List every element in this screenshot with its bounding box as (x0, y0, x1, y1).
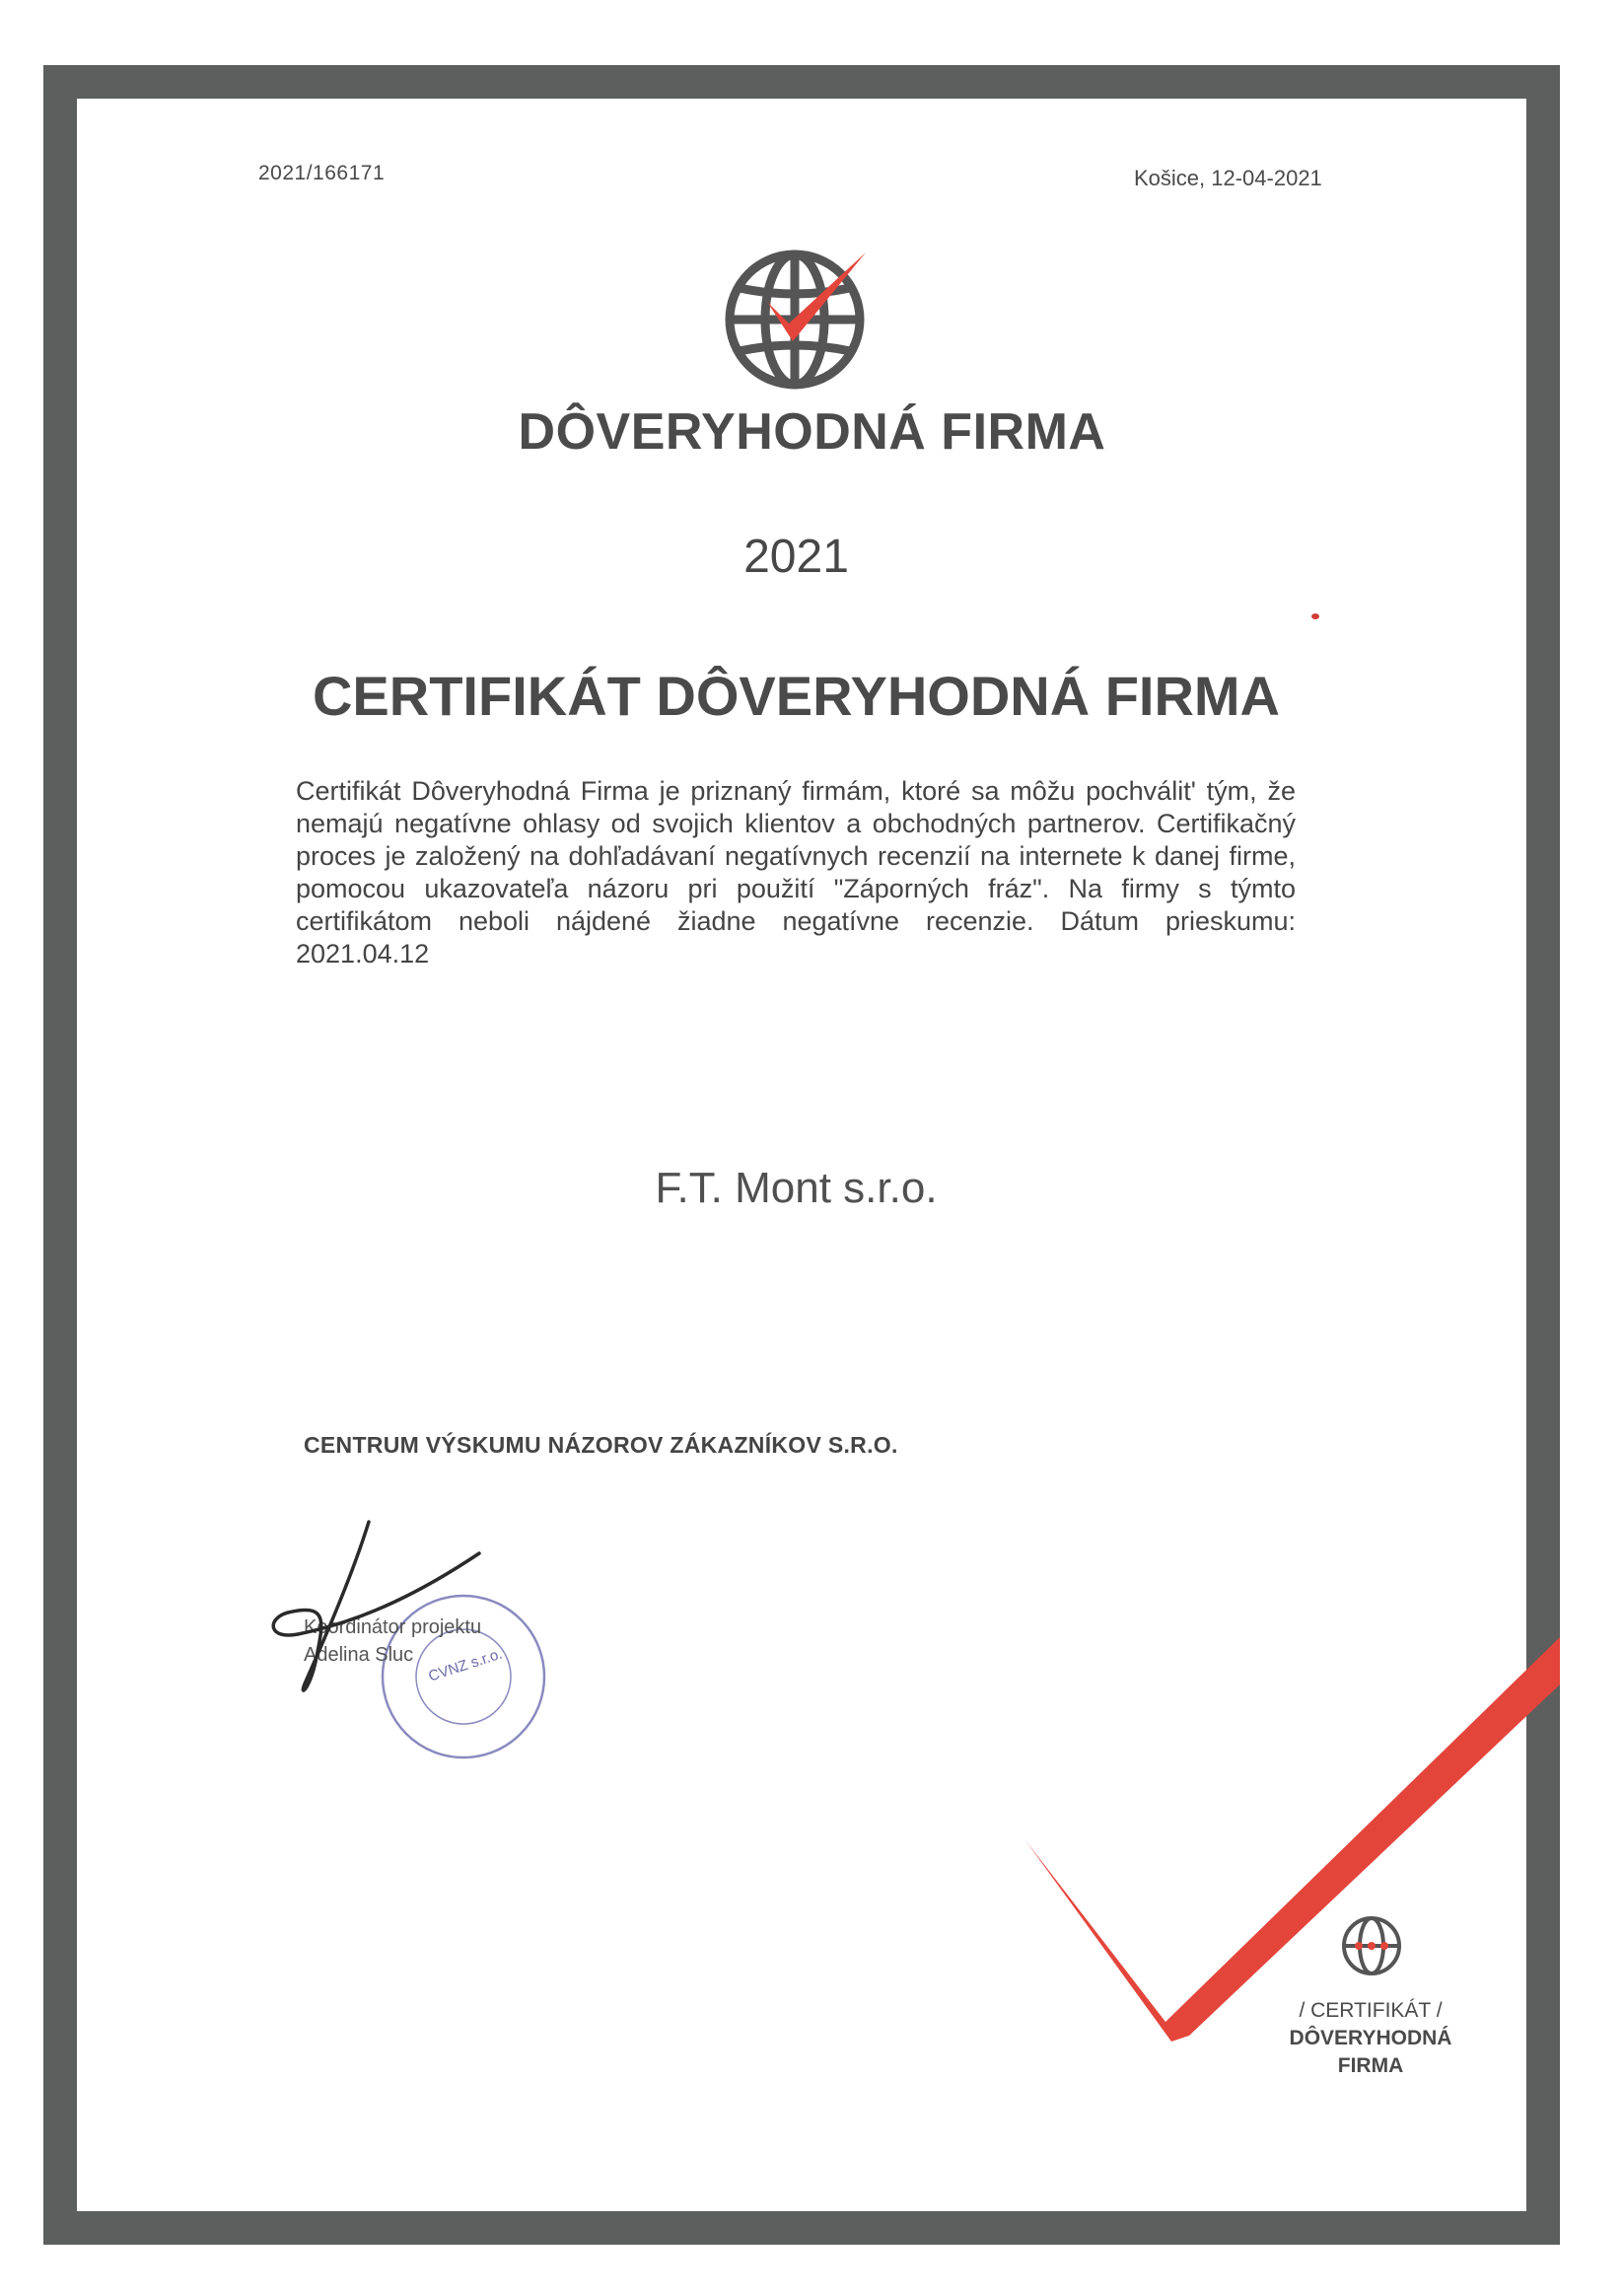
globe-check-icon (718, 239, 876, 396)
signature (258, 1514, 495, 1711)
badge-line-3: FIRMA (1337, 2054, 1404, 2077)
stamp-text: CVNZ s.r.o. (426, 1645, 505, 1685)
reference-number: 2021/166171 (258, 162, 386, 184)
badge-line-1: / CERTIFIKÁT / (1299, 1999, 1443, 2022)
certificate-year: 2021 (743, 531, 849, 583)
certificate-title: CERTIFIKÁT DÔVERYHODNÁ FIRMA (312, 665, 1280, 727)
ink-dot (1311, 613, 1319, 619)
place-date: Košice, 12-04-2021 (1134, 166, 1322, 190)
checkmark-icon (1016, 1637, 1568, 2051)
coordinator-role: Koordinátor projektu (304, 1616, 482, 1638)
globe-icon (1339, 1913, 1404, 1978)
issuer-name: CENTRUM VÝSKUMU NÁZOROV ZÁKAZNÍKOV S.R.O. (304, 1432, 898, 1458)
certificate-body: Certifikát Dôveryhodná Firma je priznaný firmám, ktoré sa môžu pochválit' tým, že nemajú negatívne ohlasy od svojich klientov a obchodných partnerov. Certifikačný proces je založený na dohľadávaní negatívnych recenzií na internete k danej firme, pomocou ukazovateľa názoru pri použití "Záporných fráz". Na firmy s týmto certifikátom neboli nájdené žiadne negatívne recenzie. Dátum prieskumu: 2021.04.12 (296, 776, 1296, 968)
brand-title: DÔVERYHODNÁ FIRMA (518, 403, 1106, 461)
badge-line-2: DÔVERYHODNÁ (1289, 2027, 1452, 2049)
coordinator-name: Adelina Sluc (304, 1644, 414, 1666)
company-name: F.T. Mont s.r.o. (655, 1164, 938, 1212)
